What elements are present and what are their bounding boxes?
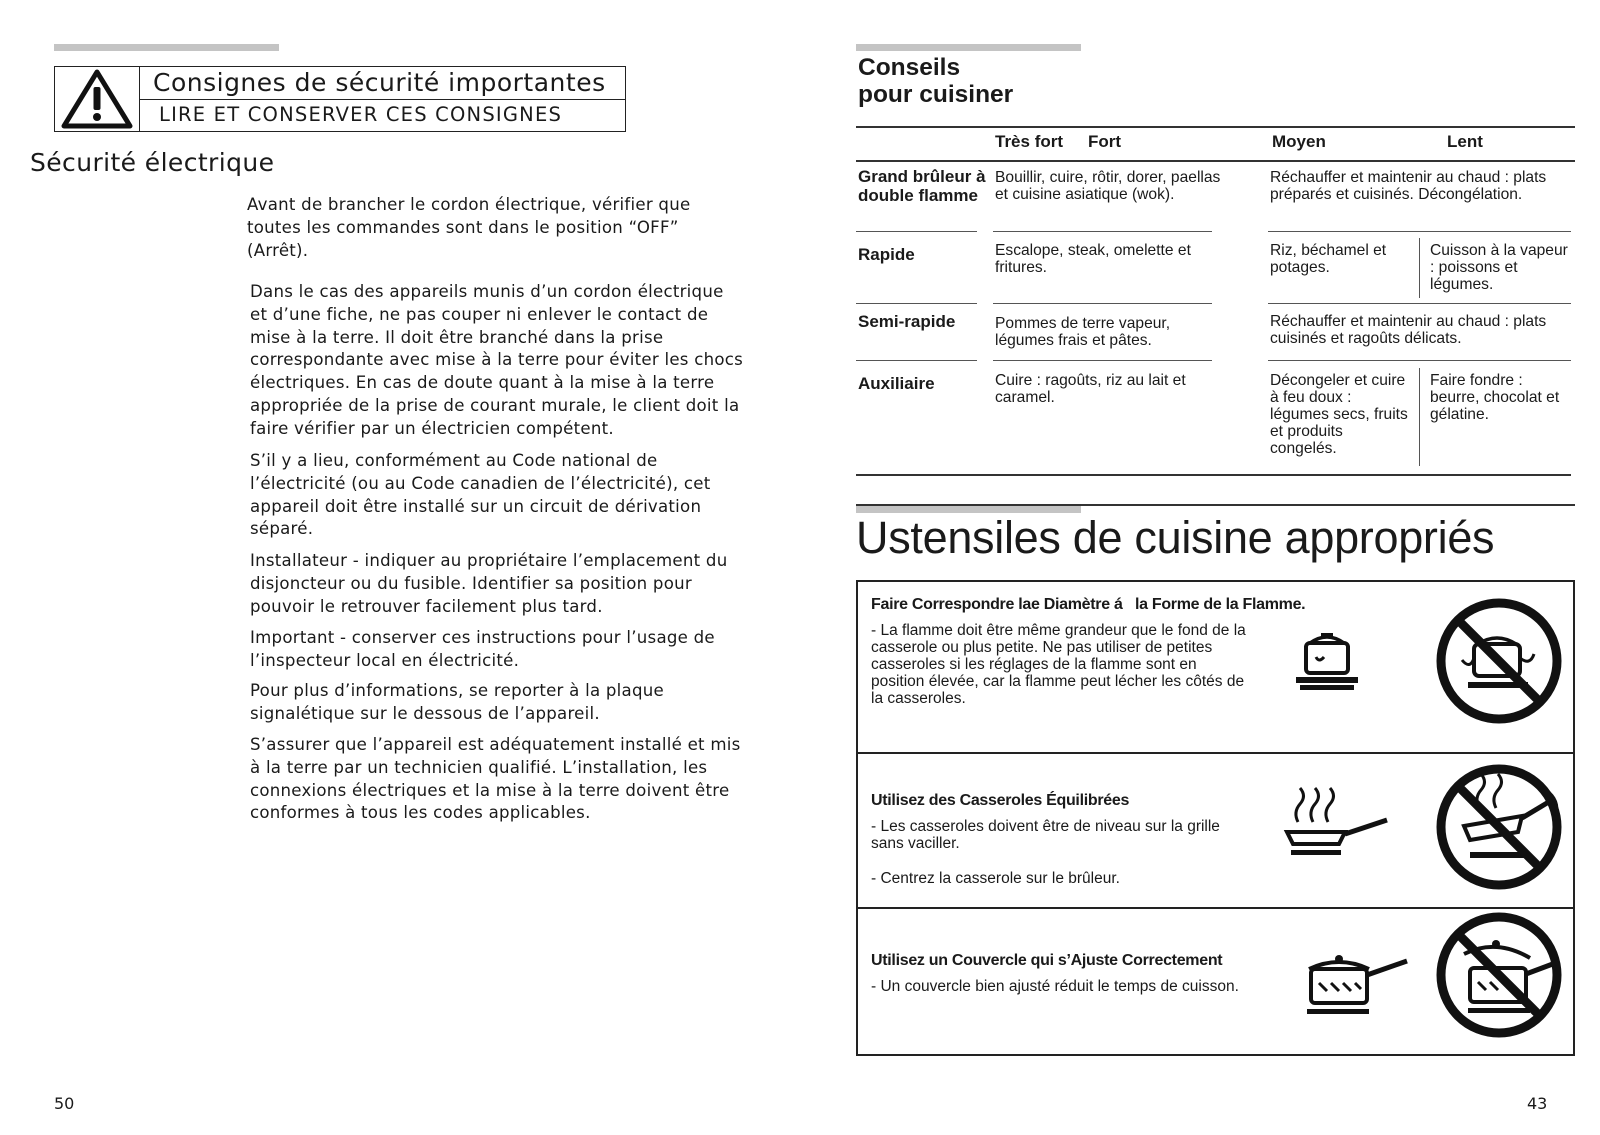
warning-triangle-icon — [56, 67, 138, 131]
table-bottom-rule — [856, 474, 1571, 476]
cookware-heading: Utilisez un Couvercle qui s’Ajuste Correctement — [871, 952, 1223, 969]
page-number-right: 43 — [1527, 1094, 1548, 1113]
cookware-text: - Un couvercle bien ajusté réduit le temps de cuisson. — [871, 978, 1239, 995]
table-cell-fort: Cuire : ragoûts, riz au lait et caramel. — [995, 372, 1186, 406]
table-cell-fort: Pommes de terre vapeur, légumes frais et pâtes. — [995, 315, 1171, 349]
row-divider — [1268, 360, 1571, 361]
row-divider — [1268, 231, 1571, 232]
row-divider — [993, 303, 1212, 304]
warning-divider — [139, 99, 625, 100]
table-cell-fort: Bouillir, cuire, rôtir, dorer, paellas et cuisine asiatique (wok). — [995, 169, 1221, 203]
col-header-lent: Lent — [1447, 132, 1483, 151]
page-number-left: 50 — [54, 1094, 75, 1113]
safety-warning-box — [54, 66, 626, 132]
header-accent-bar-right — [856, 44, 1081, 51]
cookware-heading: Faire Correspondre lae Diamètre á la Forme de la Flamme. — [871, 596, 1306, 613]
burner-label: Semi-rapide — [858, 312, 956, 331]
lidded-pot-icon — [1303, 947, 1413, 1027]
burner-label: Grand brûleur à double flamme — [858, 167, 986, 205]
pan-on-burner-icon — [1288, 627, 1368, 697]
table-top-rule — [856, 126, 1575, 128]
warning-title: Consignes de sécurité importantes — [153, 68, 606, 97]
prohibited-small-pan-icon — [1434, 596, 1564, 726]
table-cell-lent: Faire fondre : beurre, chocolat et gélatine. — [1430, 372, 1560, 423]
row-divider — [856, 231, 977, 232]
row-divider — [1268, 303, 1571, 304]
table-header-rule — [856, 160, 1575, 162]
paragraph: Pour plus d’informations, se reporter à la plaque signalétique sur le dessous de l’appareil. — [250, 681, 664, 723]
paragraph: Dans le cas des appareils munis d’un cordon électrique et d’une fiche, ne pas couper ni enlever le contact de mise à la terre. Il doit être branché dans la prise correspondante avec mise à la terre pour éviter les chocs électriques. En cas de doute quant à la mise à la terre appropriée de la prise de courant murale, le client doit la faire vérifier par un électricien compétent. — [250, 282, 744, 438]
cooking-tips-title-line2: pour cuisiner — [858, 81, 1014, 108]
header-accent-bar-left — [54, 44, 279, 51]
table-cell-fort: Escalope, steak, omelette et fritures. — [995, 242, 1191, 276]
row-divider — [856, 360, 977, 361]
table-cell-moyen: Réchauffer et maintenir au chaud : plats cuisinés et ragoûts délicats. — [1270, 313, 1547, 347]
col-header-fort: Fort — [1088, 132, 1122, 151]
cookware-box — [856, 580, 1575, 1056]
table-cell-moyen: Décongeler et cuire à feu doux : légumes secs, fruits et produits congelés. — [1270, 372, 1408, 457]
row-divider — [993, 360, 1212, 361]
cookware-heading: Utilisez des Casseroles Équilibrées — [871, 792, 1130, 809]
row-divider — [856, 303, 977, 304]
paragraph: Important - conserver ces instructions pour l’usage de l’inspecteur local en électricité. — [250, 628, 715, 670]
col-header-moyen: Moyen — [1272, 132, 1326, 151]
burner-label: Auxiliaire — [858, 374, 935, 393]
warning-icon-cell — [55, 67, 140, 131]
level-pan-icon — [1283, 782, 1393, 872]
cookware-title: Ustensiles de cuisine appropriés — [856, 512, 1495, 563]
prohibited-tilted-pan-icon — [1434, 760, 1569, 895]
section-title: Sécurité électrique — [30, 148, 275, 177]
paragraph: S’il y a lieu, conformément au Code national de l’électricité (ou au Code canadien de l’électricité), cet appareil doit être installé sur un circuit de dérivation séparé. — [250, 451, 711, 539]
cookware-text: - Centrez la casserole sur le brûleur. — [871, 870, 1120, 887]
burner-label: Rapide — [858, 245, 915, 264]
table-cell-moyen: Riz, béchamel et potages. — [1270, 242, 1387, 276]
cooking-tips-title — [858, 54, 1013, 108]
cookware-text: - Les casseroles doivent être de niveau sur la grille sans vaciller. — [871, 818, 1220, 852]
cookware-text: - La flamme doit être même grandeur que le fond de la casserole ou plus petite. Ne pas utiliser de petites casseroles si les réglages de la flamme sont en position élevée, car la flamme peut lécher les côtés de la casseroles. — [871, 622, 1246, 707]
cookware-divider — [858, 752, 1573, 754]
table-cell-lent: Cuisson à la vapeur : poissons et légumes. — [1430, 242, 1568, 293]
paragraph: Avant de brancher le cordon électrique, vérifier que toutes les commandes sont dans le position “OFF” (Arrêt). — [247, 195, 691, 260]
warning-subtitle: LIRE ET CONSERVER CES CONSIGNES — [159, 103, 563, 126]
cooking-tips-title-line1: Conseils — [858, 54, 961, 81]
col-header-tres-fort: Très fort — [995, 132, 1064, 151]
column-divider — [1419, 238, 1420, 298]
table-cell-moyen: Réchauffer et maintenir au chaud : plats préparés et cuisinés. Décongélation. — [1270, 169, 1547, 203]
column-divider — [1419, 368, 1420, 466]
paragraph: Installateur - indiquer au propriétaire l’emplacement du disjoncteur ou du fusible. Identifier sa position pour pouvoir le retrouver facilement plus tard. — [250, 551, 728, 616]
prohibited-loose-lid-icon — [1434, 908, 1569, 1043]
row-divider — [993, 231, 1212, 232]
paragraph: S’assurer que l’appareil est adéquatement installé et mis à la terre par un technicien qualifié. L’installation, les connexions électriques et la mise à la terre doivent être conformes à tous les codes applicables. — [250, 735, 741, 823]
